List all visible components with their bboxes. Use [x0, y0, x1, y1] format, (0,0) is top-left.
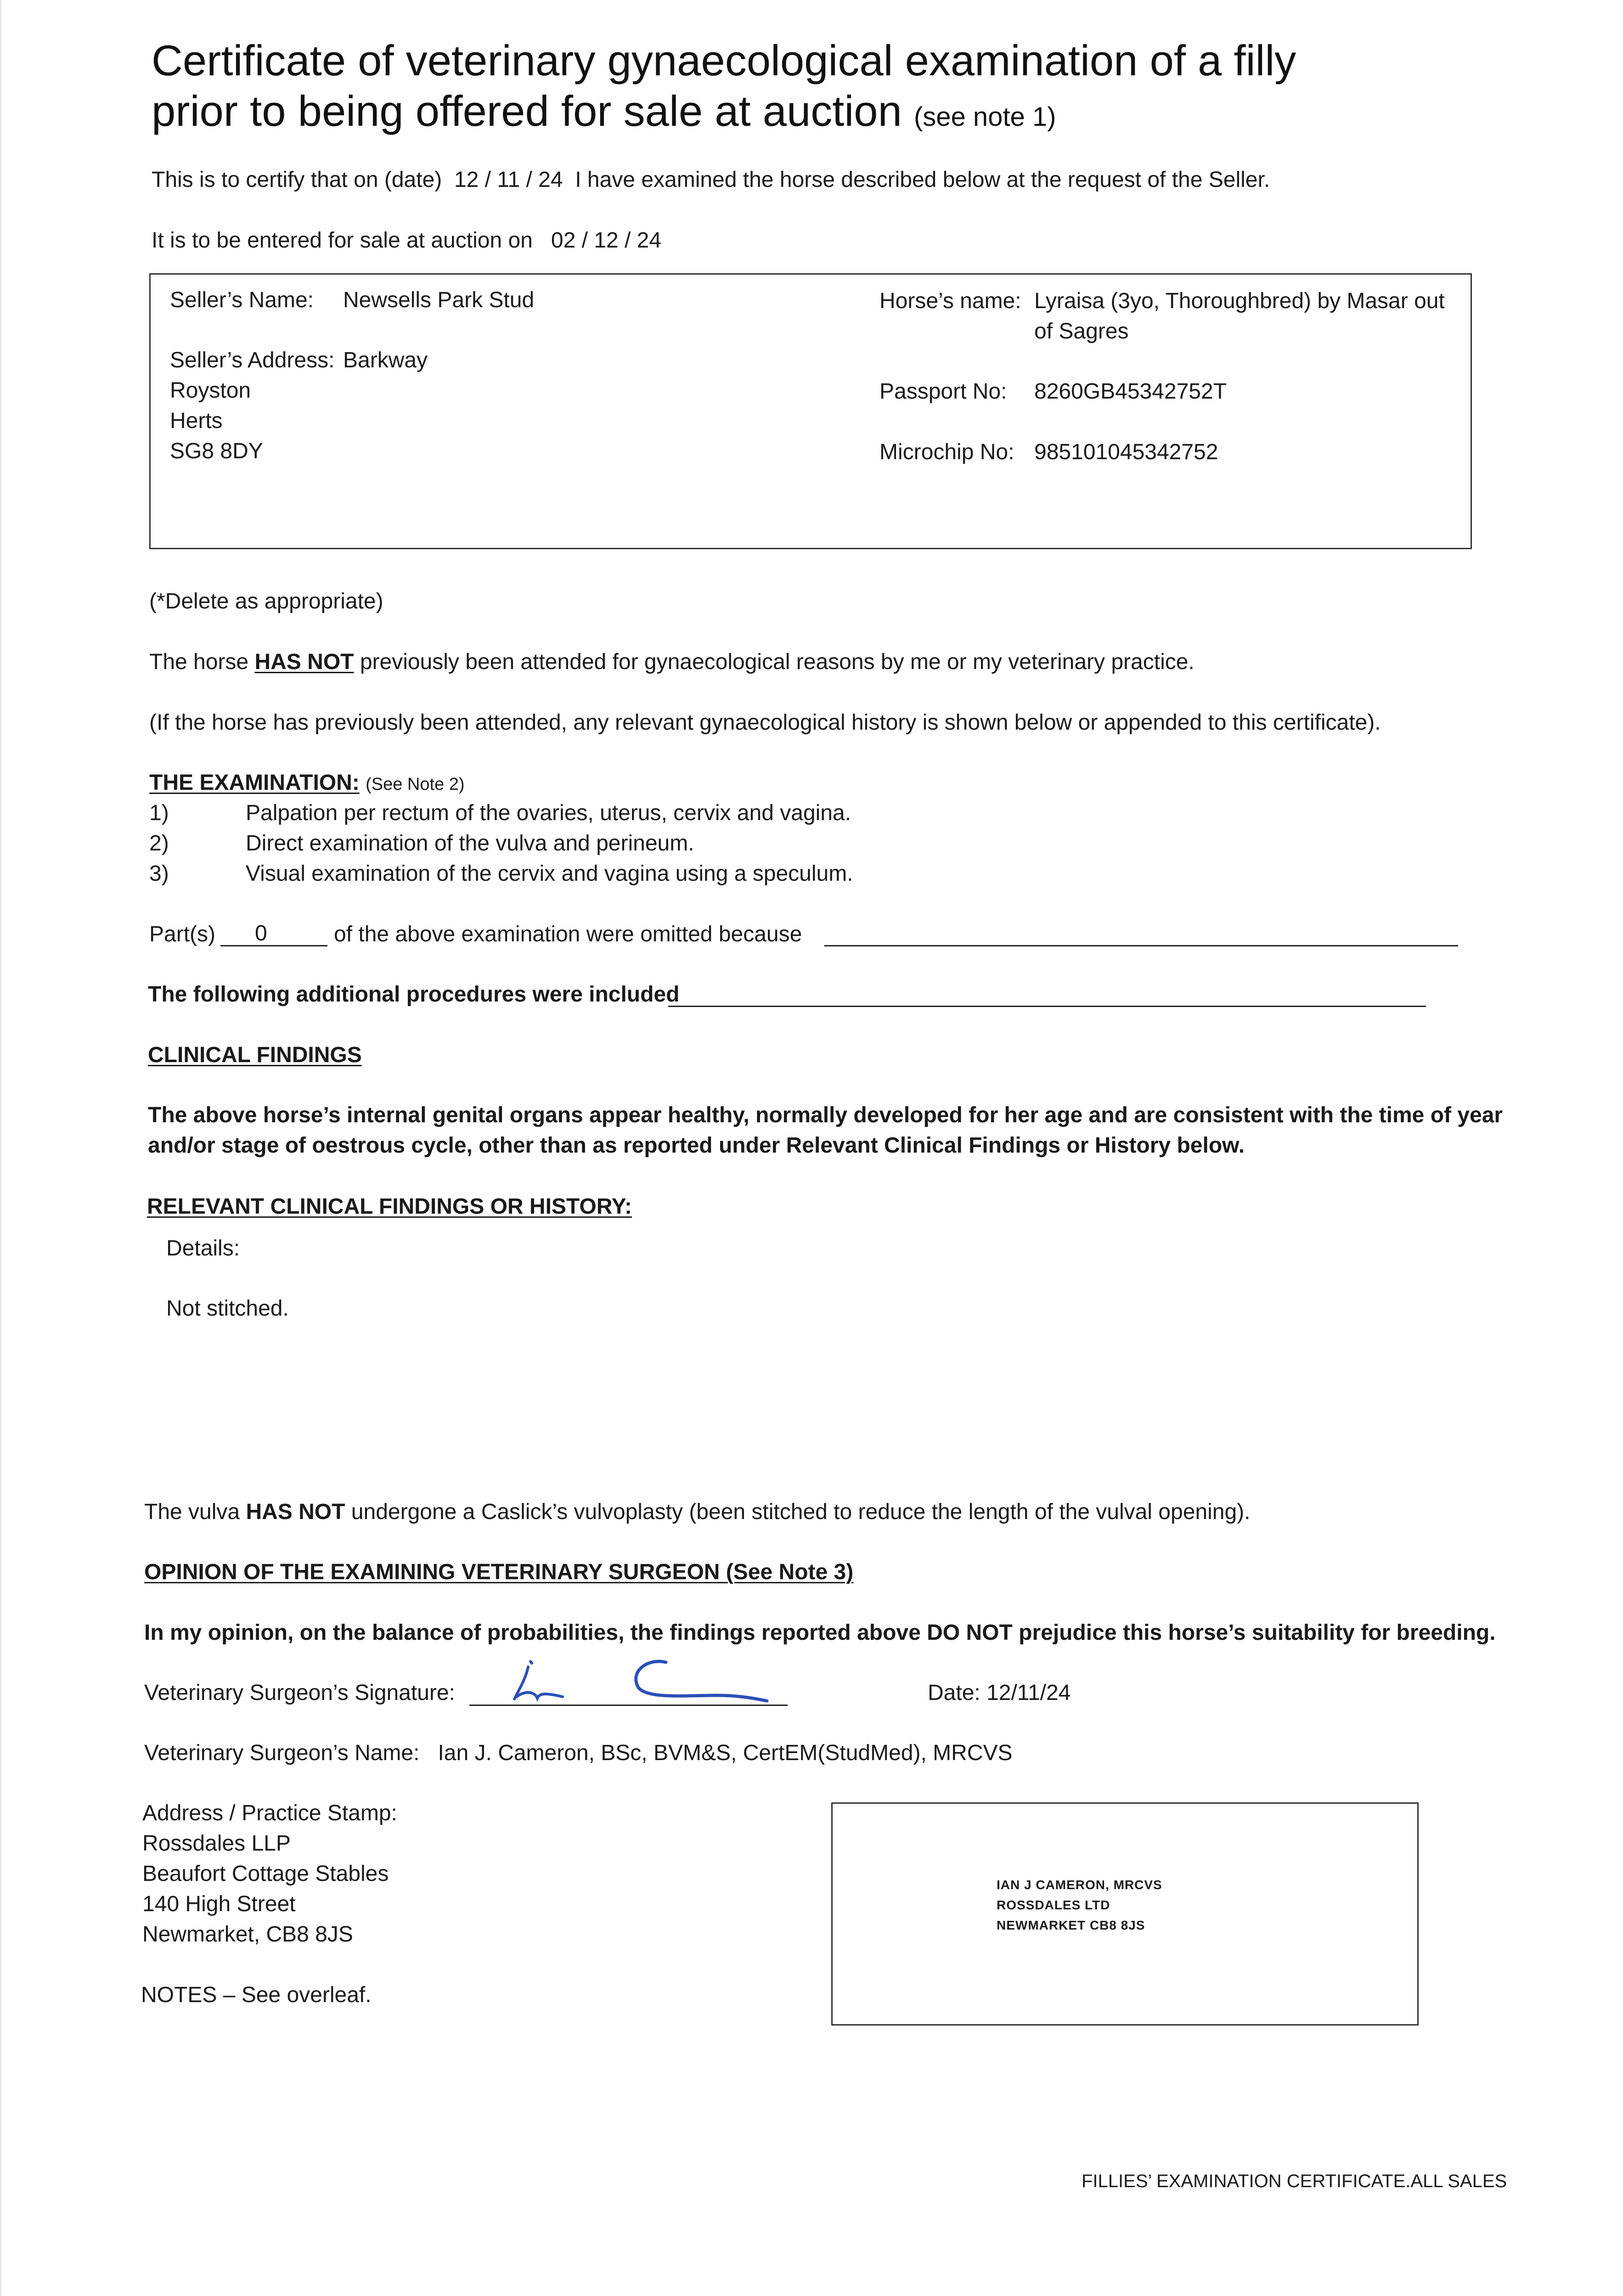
exam-item-text: Direct examination of the vulva and perineum.	[246, 831, 694, 855]
vulva-statement	[144, 1499, 1250, 1525]
parts-omitted-value: 0	[255, 921, 267, 945]
surgeon-name: Ian J. Cameron, BSc, BVM&S, CertEM(StudMed), MRCVS	[438, 1741, 1013, 1765]
exam-item-text: Visual examination of the cervix and vagina using a speculum.	[246, 861, 853, 886]
microchip-number: 985101045342752	[1034, 440, 1218, 464]
vulva-prefix: The vulva	[144, 1500, 240, 1524]
horse-name: Lyraisa (3yo, Thoroughbred) by Masar out	[1034, 289, 1445, 313]
clinical-statement-line: and/or stage of oestrous cycle, other than as reported under Relevant Clinical Findings or History below.	[148, 1133, 1245, 1158]
practice-stamp-box	[831, 1802, 1419, 2026]
certificate-title-line1	[152, 37, 1296, 84]
stamp-line: ROSSDALES LTD	[997, 1898, 1110, 1912]
examination-heading: THE EXAMINATION:	[149, 771, 360, 795]
vulva-suffix: undergone a Caslick’s vulvoplasty (been stitched to reduce the length of the vulval opening).	[351, 1500, 1251, 1524]
passport-number: 8260GB45342752T	[1034, 379, 1227, 404]
signature-date: 12/11/24	[986, 1681, 1071, 1705]
signature-label: Veterinary Surgeon’s Signature:	[144, 1681, 455, 1705]
attendance-prefix: The horse	[149, 650, 249, 674]
vulva-emphasis: HAS NOT	[246, 1500, 345, 1524]
seller-address-label: Seller’s Address:	[170, 348, 335, 372]
opinion-statement: In my opinion, on the balance of probabilities, the findings reported above DO NOT prejudice this horse’s suitability for breeding.	[144, 1621, 1496, 1645]
opinion-heading: OPINION OF THE EXAMINING VETERINARY SURGEON (See Note 3)	[144, 1560, 854, 1584]
attendance-suffix: previously been attended for gynaecological reasons by me or my veterinary practice.	[360, 650, 1195, 674]
omitted-reason-label: of the above examination were omitted because	[334, 922, 802, 946]
parts-omitted-field	[220, 945, 327, 946]
surgeon-name-label: Veterinary Surgeon’s Name:	[144, 1741, 420, 1765]
passport-label: Passport No:	[879, 379, 1007, 404]
relevant-findings-heading: RELEVANT CLINICAL FINDINGS OR HISTORY:	[147, 1194, 632, 1219]
notes-reference: NOTES – See overleaf.	[141, 1983, 372, 2007]
handwritten-signature	[510, 1653, 785, 1708]
stamp-line: NEWMARKET CB8 8JS	[997, 1918, 1145, 1932]
exam-date: 12 / 11 / 24	[454, 168, 563, 192]
examination-heading-note: (See Note 2)	[366, 775, 465, 794]
surgeon-name-row	[144, 1740, 1012, 1767]
seller-name: Newsells Park Stud	[343, 288, 535, 312]
certificate-title-line2	[152, 87, 1056, 141]
auction-date-prefix: It is to be entered for sale at auction on	[152, 228, 533, 253]
examination-heading-row	[149, 770, 465, 798]
signature-date-label: Date:	[928, 1681, 981, 1705]
exam-item-number: 3)	[149, 861, 169, 886]
additional-procedures-label: The following additional procedures were included	[148, 982, 680, 1007]
exam-item-number: 2)	[149, 831, 169, 855]
practice-address-line: Rossdales LLP	[142, 1831, 291, 1856]
additional-procedures-field	[668, 1006, 1426, 1007]
exam-date-prefix: This is to certify that on (date)	[152, 168, 442, 192]
signature-date-row	[928, 1680, 1071, 1706]
seller-address-line: Barkway	[343, 348, 428, 372]
history-note: (If the horse has previously been attended, any relevant gynaecological history is shown below or appended to this certificate).	[149, 710, 1381, 735]
auction-date: 02 / 12 / 24	[551, 228, 662, 253]
delete-note: (*Delete as appropriate)	[149, 589, 383, 613]
form-footer: FILLIES’ EXAMINATION CERTIFICATE.ALL SALES	[1082, 2171, 1507, 2191]
omitted-reason-field	[824, 945, 1458, 946]
title-text-1: Certificate of veterinary gynaecological examination of a filly	[152, 36, 1296, 84]
title-note: (see note 1)	[913, 102, 1056, 132]
seller-horse-box	[149, 273, 1472, 549]
horse-name-continued: of Sagres	[1034, 319, 1129, 343]
seller-name-label: Seller’s Name:	[170, 288, 314, 312]
exam-item-number: 1)	[149, 801, 169, 825]
seller-address-line: SG8 8DY	[170, 439, 263, 463]
exam-date-line	[152, 167, 1270, 193]
exam-item-text: Palpation per rectum of the ovaries, uterus, cervix and vagina.	[246, 801, 851, 825]
clinical-findings-heading: CLINICAL FINDINGS	[148, 1043, 362, 1067]
attendance-emphasis: HAS NOT	[254, 650, 354, 674]
horse-name-label: Horse’s name:	[879, 289, 1021, 313]
practice-address-line: Beaufort Cottage Stables	[142, 1862, 389, 1886]
exam-date-suffix: I have examined the horse described below at the request of the Seller.	[575, 168, 1270, 192]
practice-address-line: Newmarket, CB8 8JS	[142, 1922, 353, 1947]
attendance-statement	[149, 649, 1195, 675]
details-label: Details:	[166, 1236, 240, 1261]
scan-edge	[0, 0, 1, 2296]
parts-omitted-label: Part(s)	[149, 922, 215, 946]
seller-address-line: Royston	[170, 378, 251, 403]
stamp-line: IAN J CAMERON, MRCVS	[997, 1878, 1162, 1892]
auction-date-line	[152, 227, 661, 254]
practice-address-line: 140 High Street	[142, 1892, 296, 1916]
title-text-2: prior to being offered for sale at auction	[152, 87, 902, 135]
clinical-statement-line: The above horse’s internal genital organs appear healthy, normally developed for her age and are consistent with the time of year	[148, 1103, 1503, 1127]
microchip-label: Microchip No:	[879, 440, 1014, 464]
details-text: Not stitched.	[166, 1296, 289, 1321]
seller-address-line: Herts	[170, 409, 223, 433]
practice-stamp-label: Address / Practice Stamp:	[142, 1801, 397, 1825]
